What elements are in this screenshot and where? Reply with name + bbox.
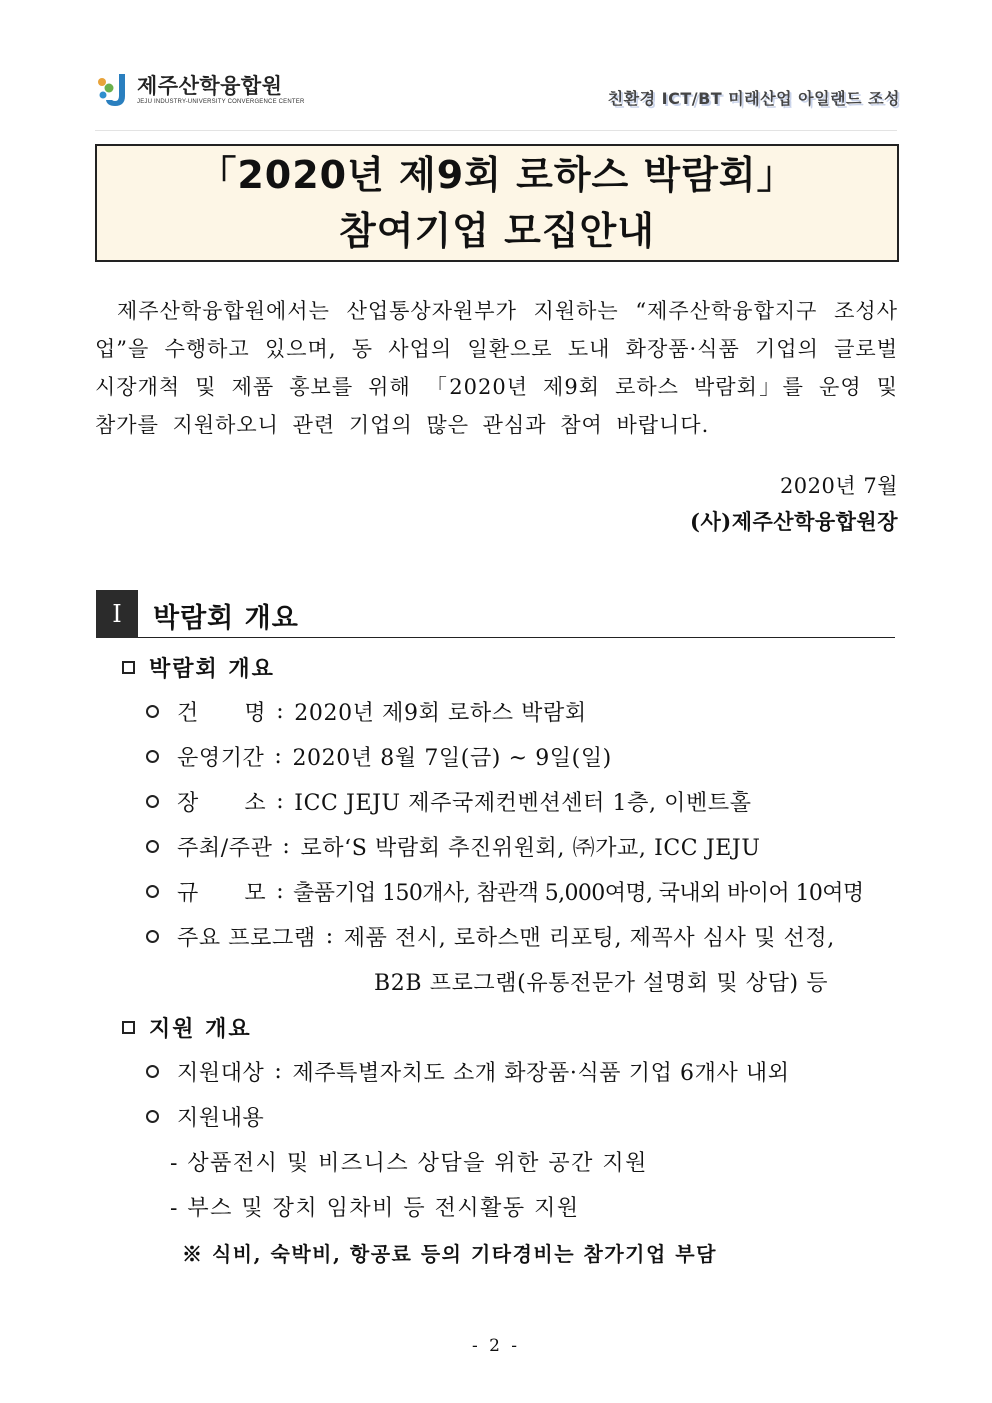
item-label: 운영기간 xyxy=(177,746,265,771)
subheading-overview xyxy=(122,652,275,683)
circle-bullet-icon xyxy=(146,885,159,898)
item-label: 규 모 xyxy=(177,881,267,906)
item-label: 주최/주관 xyxy=(177,836,273,861)
item-value: 출품기업 150개사, 참관객 5,000여명, 국내외 바이어 10여명 xyxy=(293,881,864,906)
circle-bullet-icon xyxy=(146,840,159,853)
header-slogan: 친환경 ICT/BT 미래산업 아일랜드 조성 xyxy=(607,89,900,108)
subheading-support xyxy=(122,1012,252,1043)
circle-bullet-icon xyxy=(146,795,159,808)
issue-date: 2020년 7월 xyxy=(779,474,898,498)
item-label: 주요 프로그램 xyxy=(177,926,316,951)
section-title: 박람회 개요 xyxy=(153,603,299,634)
section-rule xyxy=(138,637,895,638)
circle-bullet-icon xyxy=(146,1065,159,1078)
item-value: 제주특별자치도 소개 화장품·식품 기업 6개사 내외 xyxy=(292,1061,790,1086)
item-value: 2020년 제9회 로하스 박람회 xyxy=(294,701,587,726)
header-divider xyxy=(95,130,897,131)
subheading-support-text: 지원 개요 xyxy=(149,1016,252,1042)
support-detail: - 부스 및 장치 임차비 등 전시활동 지원 xyxy=(170,1196,580,1221)
overview-item: 주요 프로그램 : 제품 전시, 로하스맨 리포팅, 제꼭사 심사 및 선정, xyxy=(146,921,835,952)
intro-paragraph xyxy=(95,292,898,444)
circle-bullet-icon xyxy=(146,750,159,763)
title-line-1: 「2020년 제9회 로하스 박람회」 xyxy=(198,153,796,197)
intro-text: 제주산학융합원에서는 산업통상자원부가 지원하는 “제주산학융합지구 조성사업”을 수행하고 있으며, 동 사업의 일환으로 도내 화장품·식품 기업의 글로벌 시장개척 및 제품 홍보를 위해 「2020년 제9회 로하스 박람회」를 운영 및 참가를 지원하오니 관련 기업의 많은 관심과 참여 바랍니다. xyxy=(95,299,898,437)
logo-mark-icon xyxy=(95,70,131,110)
title-box xyxy=(95,144,899,262)
cost-note: ※ 식비, 숙박비, 항공료 등의 기타경비는 참가기업 부담 xyxy=(182,1242,717,1266)
item-label: 지원대상 xyxy=(177,1061,265,1086)
title-line-2: 참여기업 모집안내 xyxy=(339,209,655,253)
logo-subtitle: JEJU INDUSTRY-UNIVERSITY CONVERGENCE CENTER xyxy=(137,99,305,105)
page-number: - 2 - xyxy=(471,1336,521,1356)
item-value: 제품 전시, 로하스맨 리포팅, 제꼭사 심사 및 선정, xyxy=(343,926,835,951)
square-bullet-icon xyxy=(122,1021,135,1034)
support-detail: - 상품전시 및 비즈니스 상담을 위한 공간 지원 xyxy=(170,1151,648,1176)
overview-item: 운영기간 : 2020년 8월 7일(금) ~ 9일(일) xyxy=(146,741,612,772)
program-continuation: B2B 프로그램(유통전문가 설명회 및 상담) 등 xyxy=(374,971,829,996)
section-number: I xyxy=(96,590,138,638)
logo-name: 제주산학융합원 xyxy=(137,74,283,98)
subheading-overview-text: 박람회 개요 xyxy=(149,656,275,682)
item-label: 지원내용 xyxy=(177,1106,265,1131)
overview-item: 주최/주관 : 로하‘S 박람회 추진위원회, ㈜가교, ICC JEJU xyxy=(146,831,760,862)
item-value: 2020년 8월 7일(금) ~ 9일(일) xyxy=(292,746,612,771)
item-label: 건 명 xyxy=(177,701,267,726)
square-bullet-icon xyxy=(122,661,135,674)
circle-bullet-icon xyxy=(146,705,159,718)
issuer-org: (사)제주산학융합원장 xyxy=(690,509,898,534)
overview-item: 장 소 : ICC JEJU 제주국제컨벤션센터 1층, 이벤트홀 xyxy=(146,786,752,817)
item-value: ICC JEJU 제주국제컨벤션센터 1층, 이벤트홀 xyxy=(294,791,752,816)
item-label: 장 소 xyxy=(177,791,267,816)
item-value: 로하‘S 박람회 추진위원회, ㈜가교, ICC JEJU xyxy=(300,836,761,861)
support-target: 지원대상 : 제주특별자치도 소개 화장품·식품 기업 6개사 내외 xyxy=(146,1056,790,1087)
support-content xyxy=(146,1101,264,1132)
circle-bullet-icon xyxy=(146,930,159,943)
overview-item: 규 모 : 출품기업 150개사, 참관객 5,000여명, 국내외 바이어 10여명 xyxy=(146,876,864,907)
logo xyxy=(95,68,305,112)
circle-bullet-icon xyxy=(146,1110,159,1123)
overview-item: 건 명 : 2020년 제9회 로하스 박람회 xyxy=(146,696,587,727)
